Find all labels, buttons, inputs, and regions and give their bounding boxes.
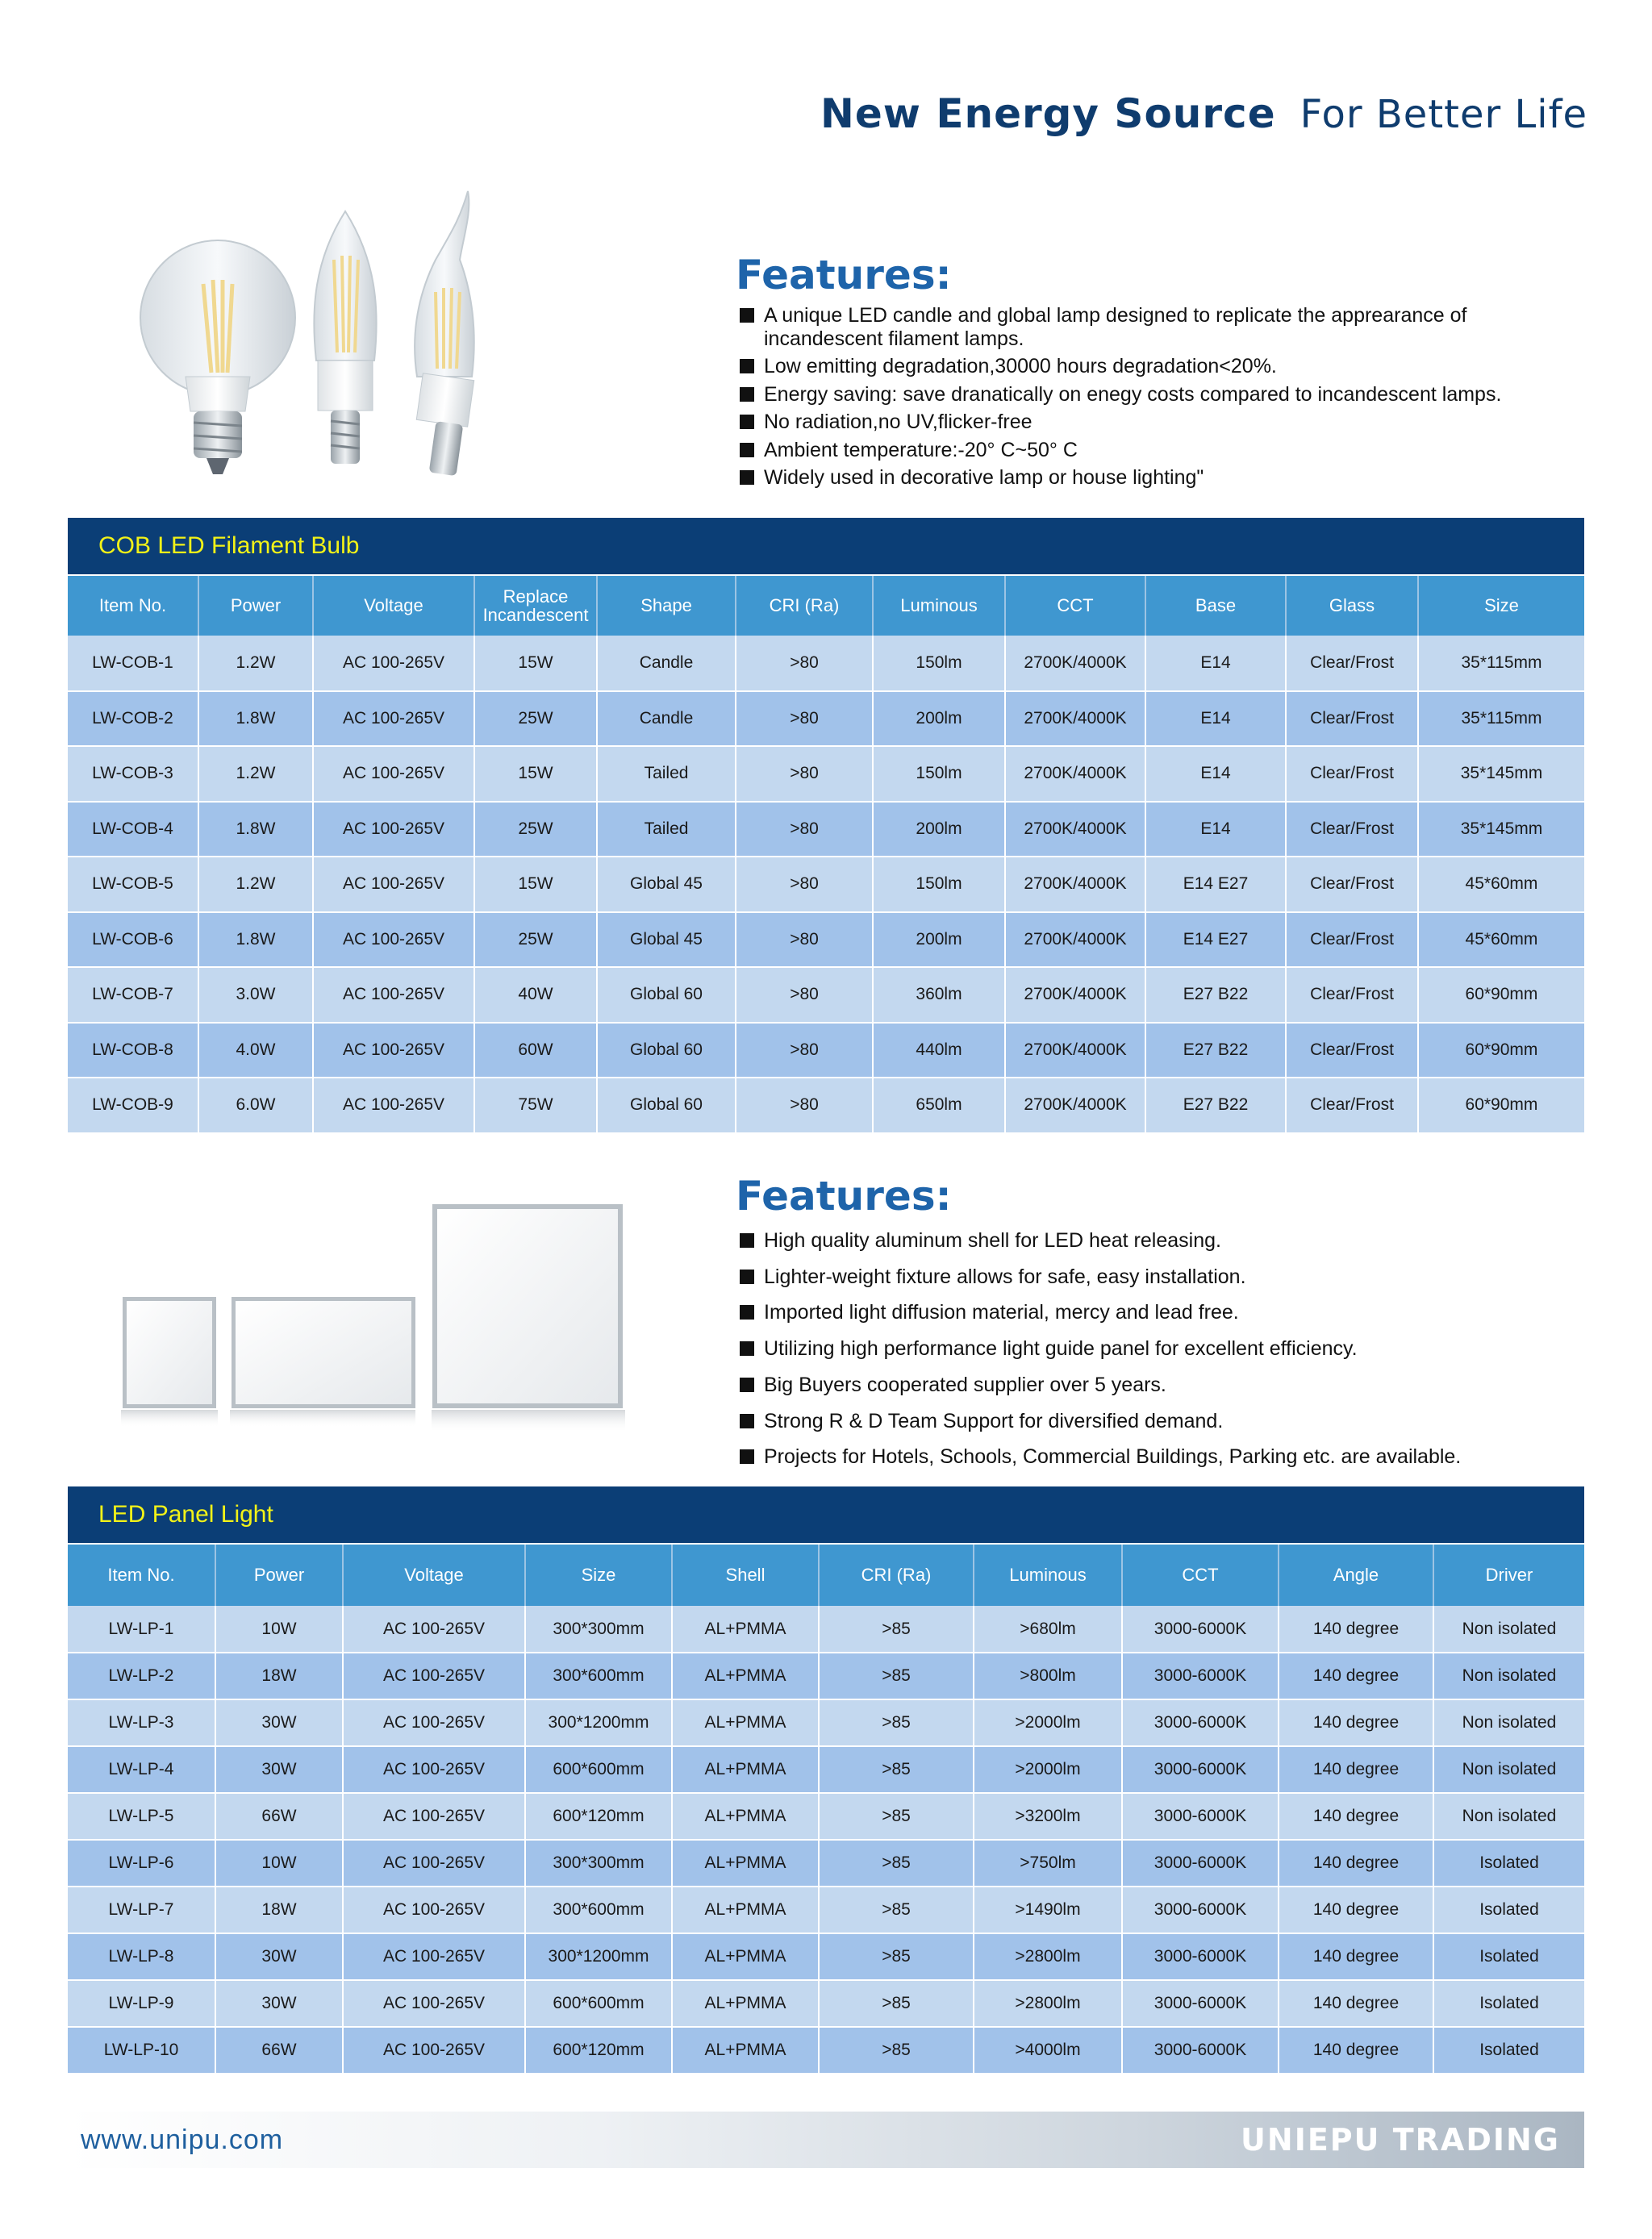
col-header: Angle — [1279, 1545, 1433, 1606]
table-cell: LW-LP-3 — [68, 1699, 215, 1746]
table-cell: AL+PMMA — [672, 1980, 819, 2027]
table-cell: AC 100-265V — [343, 1606, 525, 1653]
table-cell: 140 degree — [1279, 1840, 1433, 1887]
feature-item: No radiation,no UV,flicker-free — [736, 408, 1591, 436]
table-cell: 300*300mm — [525, 1606, 672, 1653]
table-cell: 60*90mm — [1418, 1023, 1584, 1078]
table-cell: LW-LP-8 — [68, 1933, 215, 1980]
col-header: Voltage — [343, 1545, 525, 1606]
table-cell: Global 60 — [597, 1078, 736, 1133]
table-cell: 2700K/4000K — [1005, 691, 1145, 747]
table-cell: LW-COB-7 — [68, 967, 198, 1023]
table-cell: AL+PMMA — [672, 1887, 819, 1933]
table-cell: LW-LP-6 — [68, 1840, 215, 1887]
table-cell: 45*60mm — [1418, 912, 1584, 968]
table-cell: 360lm — [873, 967, 1005, 1023]
table-cell: 2700K/4000K — [1005, 912, 1145, 968]
table-cell: >2800lm — [974, 1980, 1122, 2027]
feature-item: Strong R & D Team Support for diversified demand. — [736, 1403, 1591, 1440]
table-cell: LW-LP-9 — [68, 1980, 215, 2027]
table-cell: Non isolated — [1433, 1793, 1584, 1840]
table-cell: LW-COB-4 — [68, 802, 198, 857]
col-header: CCT — [1122, 1545, 1279, 1606]
cob-features — [736, 252, 1591, 492]
table-cell: 200lm — [873, 691, 1005, 747]
table-cell: 15W — [474, 746, 597, 802]
col-header: Replace Incandescent — [474, 576, 597, 636]
table-cell: >85 — [819, 1887, 974, 1933]
panel-features — [736, 1173, 1591, 1475]
table-cell: 60*90mm — [1418, 1078, 1584, 1133]
table-cell: 3000-6000K — [1122, 1653, 1279, 1699]
table-cell: 66W — [215, 2027, 343, 2074]
table-cell: 35*145mm — [1418, 746, 1584, 802]
page-tagline — [820, 90, 1587, 137]
table-cell: >80 — [736, 691, 873, 747]
table-cell: Global 60 — [597, 1023, 736, 1078]
table-cell: Isolated — [1433, 1840, 1584, 1887]
col-header: Luminous — [974, 1545, 1122, 1606]
table-cell: Non isolated — [1433, 1653, 1584, 1699]
table-cell: 30W — [215, 1933, 343, 1980]
table-cell: AC 100-265V — [343, 1793, 525, 1840]
table-cell: Clear/Frost — [1286, 967, 1418, 1023]
table-cell: 300*1200mm — [525, 1933, 672, 1980]
table-cell: AL+PMMA — [672, 2027, 819, 2074]
table-cell: >80 — [736, 912, 873, 968]
table-row — [68, 1793, 1584, 1840]
table-cell: LW-LP-5 — [68, 1793, 215, 1840]
table-cell: 60W — [474, 1023, 597, 1078]
table-cell: 3000-6000K — [1122, 1746, 1279, 1793]
feature-item: Imported light diffusion material, mercy and lead free. — [736, 1295, 1591, 1331]
table-cell: AC 100-265V — [313, 912, 474, 968]
table-row — [68, 1980, 1584, 2027]
table-cell: AC 100-265V — [343, 1840, 525, 1887]
table-cell: 10W — [215, 1606, 343, 1653]
table-row — [68, 857, 1584, 912]
table-cell: AL+PMMA — [672, 1653, 819, 1699]
table-cell: >80 — [736, 1078, 873, 1133]
table-cell: 45*60mm — [1418, 857, 1584, 912]
table-cell: Clear/Frost — [1286, 746, 1418, 802]
table-cell: Clear/Frost — [1286, 1078, 1418, 1133]
table-cell: 2700K/4000K — [1005, 802, 1145, 857]
table-cell: 10W — [215, 1840, 343, 1887]
table-row — [68, 2027, 1584, 2074]
feature-item: Widely used in decorative lamp or house lighting" — [736, 464, 1591, 492]
table-row — [68, 967, 1584, 1023]
table-cell: 3000-6000K — [1122, 1887, 1279, 1933]
table-row — [68, 1653, 1584, 1699]
table-cell: 4.0W — [198, 1023, 313, 1078]
feature-item: Big Buyers cooperated supplier over 5 years. — [736, 1367, 1591, 1403]
table-cell: 75W — [474, 1078, 597, 1133]
col-header: Base — [1145, 576, 1286, 636]
table-cell: >80 — [736, 802, 873, 857]
table-cell: 300*600mm — [525, 1887, 672, 1933]
cob-header-row — [68, 576, 1584, 636]
table-cell: AC 100-265V — [343, 1653, 525, 1699]
table-cell: 3000-6000K — [1122, 1980, 1279, 2027]
table-cell: 150lm — [873, 857, 1005, 912]
table-cell: >85 — [819, 1980, 974, 2027]
table-cell: LW-COB-6 — [68, 912, 198, 968]
panel-table-body — [68, 1606, 1584, 2074]
table-cell: >85 — [819, 1933, 974, 1980]
table-cell: Isolated — [1433, 1933, 1584, 1980]
table-cell: Non isolated — [1433, 1746, 1584, 1793]
panel-header-row — [68, 1545, 1584, 1606]
table-cell: LW-COB-9 — [68, 1078, 198, 1133]
table-row — [68, 912, 1584, 968]
table-cell: LW-LP-4 — [68, 1746, 215, 1793]
table-cell: E27 B22 — [1145, 1023, 1286, 1078]
col-header: Power — [198, 576, 313, 636]
table-cell: LW-COB-2 — [68, 691, 198, 747]
table-cell: AL+PMMA — [672, 1746, 819, 1793]
table-cell: Tailed — [597, 746, 736, 802]
table-cell: AC 100-265V — [313, 857, 474, 912]
table-cell: LW-LP-1 — [68, 1606, 215, 1653]
table-cell: 140 degree — [1279, 1606, 1433, 1653]
col-header: CRI (Ra) — [736, 576, 873, 636]
feature-item: Utilizing high performance light guide panel for excellent efficiency. — [736, 1331, 1591, 1367]
table-cell: Isolated — [1433, 2027, 1584, 2074]
table-cell: 3000-6000K — [1122, 1606, 1279, 1653]
table-cell: 18W — [215, 1653, 343, 1699]
table-cell: Clear/Frost — [1286, 912, 1418, 968]
table-cell: >80 — [736, 967, 873, 1023]
table-cell: 300*300mm — [525, 1840, 672, 1887]
col-header: Size — [525, 1545, 672, 1606]
table-cell: Non isolated — [1433, 1699, 1584, 1746]
tagline-strong: New Energy Source — [820, 90, 1276, 137]
table-cell: >85 — [819, 1746, 974, 1793]
table-cell: 25W — [474, 691, 597, 747]
table-cell: AC 100-265V — [343, 1699, 525, 1746]
table-cell: 200lm — [873, 802, 1005, 857]
table-cell: AL+PMMA — [672, 1840, 819, 1887]
table-cell: E14 — [1145, 746, 1286, 802]
col-header: Item No. — [68, 1545, 215, 1606]
table-cell: Clear/Frost — [1286, 857, 1418, 912]
table-cell: 40W — [474, 967, 597, 1023]
table-cell: 2700K/4000K — [1005, 1078, 1145, 1133]
table-cell: LW-COB-8 — [68, 1023, 198, 1078]
table-cell: LW-COB-1 — [68, 636, 198, 691]
col-header: Shell — [672, 1545, 819, 1606]
table-cell: >85 — [819, 1699, 974, 1746]
table-cell: 3000-6000K — [1122, 1699, 1279, 1746]
table-cell: 35*115mm — [1418, 691, 1584, 747]
feature-item: incandescent filament lamps. — [764, 327, 1024, 350]
table-cell: >80 — [736, 636, 873, 691]
table-row — [68, 1887, 1584, 1933]
table-cell: >3200lm — [974, 1793, 1122, 1840]
feature-item: Projects for Hotels, Schools, Commercial Buildings, Parking etc. are available. — [736, 1439, 1591, 1475]
cob-features-list — [736, 302, 1591, 492]
table-cell: 140 degree — [1279, 1793, 1433, 1840]
table-cell: >1490lm — [974, 1887, 1122, 1933]
table-cell: 140 degree — [1279, 1653, 1433, 1699]
feature-item: Low emitting degradation,30000 hours degradation<20%. — [736, 352, 1591, 381]
table-cell: 440lm — [873, 1023, 1005, 1078]
table-cell: E14 E27 — [1145, 857, 1286, 912]
table-cell: AC 100-265V — [313, 1078, 474, 1133]
table-cell: 300*1200mm — [525, 1699, 672, 1746]
table-cell: 15W — [474, 857, 597, 912]
table-cell: 2700K/4000K — [1005, 636, 1145, 691]
table-cell: AC 100-265V — [313, 636, 474, 691]
page-footer — [68, 2112, 1584, 2168]
table-cell: 1.8W — [198, 802, 313, 857]
col-header: Size — [1418, 576, 1584, 636]
col-header: Glass — [1286, 576, 1418, 636]
table-cell: >2800lm — [974, 1933, 1122, 1980]
table-cell: >4000lm — [974, 2027, 1122, 2074]
cob-features-heading: Features: — [736, 252, 952, 298]
website-link[interactable]: www.unipu.com — [81, 2124, 284, 2155]
col-header: Luminous — [873, 576, 1005, 636]
table-cell: 66W — [215, 1793, 343, 1840]
table-cell: >80 — [736, 857, 873, 912]
table-cell: AC 100-265V — [343, 1980, 525, 2027]
table-cell: 30W — [215, 1980, 343, 2027]
table-cell: E14 — [1145, 802, 1286, 857]
col-header: CRI (Ra) — [819, 1545, 974, 1606]
table-cell: E27 B22 — [1145, 967, 1286, 1023]
table-row — [68, 1840, 1584, 1887]
table-cell: 140 degree — [1279, 1933, 1433, 1980]
table-cell: LW-LP-2 — [68, 1653, 215, 1699]
table-cell: 200lm — [873, 912, 1005, 968]
table-row — [68, 1699, 1584, 1746]
table-cell: LW-LP-10 — [68, 2027, 215, 2074]
table-cell: 15W — [474, 636, 597, 691]
table-cell: 30W — [215, 1699, 343, 1746]
table-cell: 140 degree — [1279, 1980, 1433, 2027]
table-cell: 2700K/4000K — [1005, 857, 1145, 912]
table-cell: 1.2W — [198, 636, 313, 691]
panel-lights-photo — [113, 1192, 637, 1444]
table-cell: LW-COB-5 — [68, 857, 198, 912]
table-row — [68, 746, 1584, 802]
table-cell: Clear/Frost — [1286, 691, 1418, 747]
table-cell: AL+PMMA — [672, 1933, 819, 1980]
table-cell: 2700K/4000K — [1005, 967, 1145, 1023]
table-cell: 600*600mm — [525, 1980, 672, 2027]
col-header: Driver — [1433, 1545, 1584, 1606]
feature-item: Ambient temperature:-20° C~50° C — [736, 436, 1591, 465]
table-cell: >2000lm — [974, 1746, 1122, 1793]
table-cell: Candle — [597, 636, 736, 691]
table-cell: 600*120mm — [525, 1793, 672, 1840]
table-row — [68, 1023, 1584, 1078]
table-cell: 3000-6000K — [1122, 1840, 1279, 1887]
table-cell: >80 — [736, 746, 873, 802]
table-cell: AL+PMMA — [672, 1699, 819, 1746]
table-cell: AC 100-265V — [313, 746, 474, 802]
table-cell: Isolated — [1433, 1887, 1584, 1933]
cob-section-title: COB LED Filament Bulb — [68, 518, 1584, 574]
panel-spec-table — [68, 1545, 1584, 2074]
table-cell: 30W — [215, 1746, 343, 1793]
table-cell: AL+PMMA — [672, 1606, 819, 1653]
table-cell: >800lm — [974, 1653, 1122, 1699]
feature-item: Energy saving: save dranatically on enegy costs compared to incandescent lamps. — [736, 381, 1591, 409]
table-cell: LW-LP-7 — [68, 1887, 215, 1933]
table-cell: AC 100-265V — [313, 1023, 474, 1078]
table-cell: E27 B22 — [1145, 1078, 1286, 1133]
table-cell: Global 60 — [597, 967, 736, 1023]
table-cell: 600*600mm — [525, 1746, 672, 1793]
feature-item: A unique LED candle and global lamp designed to replicate the apprearance of — [736, 302, 1591, 330]
table-cell: 150lm — [873, 636, 1005, 691]
table-cell: >85 — [819, 1840, 974, 1887]
table-cell: AC 100-265V — [313, 691, 474, 747]
table-cell: Tailed — [597, 802, 736, 857]
table-cell: 18W — [215, 1887, 343, 1933]
table-cell: 25W — [474, 912, 597, 968]
table-row — [68, 1933, 1584, 1980]
table-cell: 25W — [474, 802, 597, 857]
table-cell: 60*90mm — [1418, 967, 1584, 1023]
table-cell: AC 100-265V — [343, 1746, 525, 1793]
table-cell: Clear/Frost — [1286, 636, 1418, 691]
table-cell: >80 — [736, 1023, 873, 1078]
table-cell: 140 degree — [1279, 1699, 1433, 1746]
table-cell: E14 — [1145, 691, 1286, 747]
table-cell: Global 45 — [597, 857, 736, 912]
cob-spec-table — [68, 576, 1584, 1134]
table-cell: 1.2W — [198, 857, 313, 912]
table-cell: 600*120mm — [525, 2027, 672, 2074]
table-row — [68, 636, 1584, 691]
table-row — [68, 1746, 1584, 1793]
table-cell: 35*115mm — [1418, 636, 1584, 691]
table-cell: 3000-6000K — [1122, 2027, 1279, 2074]
table-cell: >2000lm — [974, 1699, 1122, 1746]
col-header: Shape — [597, 576, 736, 636]
filament-bulbs-photo — [129, 187, 589, 510]
feature-item: High quality aluminum shell for LED heat releasing. — [736, 1223, 1591, 1259]
table-row — [68, 802, 1584, 857]
table-cell: >85 — [819, 1606, 974, 1653]
brand-name: UNIEPU TRADING — [1241, 2122, 1560, 2158]
table-cell: >85 — [819, 1793, 974, 1840]
table-cell: 140 degree — [1279, 2027, 1433, 2074]
table-cell: LW-COB-3 — [68, 746, 198, 802]
table-cell: 3000-6000K — [1122, 1933, 1279, 1980]
table-cell: Clear/Frost — [1286, 802, 1418, 857]
table-cell: 150lm — [873, 746, 1005, 802]
table-cell: 6.0W — [198, 1078, 313, 1133]
table-cell: Clear/Frost — [1286, 1023, 1418, 1078]
table-cell: 300*600mm — [525, 1653, 672, 1699]
table-cell: >750lm — [974, 1840, 1122, 1887]
table-cell: >85 — [819, 1653, 974, 1699]
table-cell: >680lm — [974, 1606, 1122, 1653]
table-cell: AC 100-265V — [313, 802, 474, 857]
table-row — [68, 1078, 1584, 1133]
table-cell: E14 — [1145, 636, 1286, 691]
table-cell: 1.2W — [198, 746, 313, 802]
col-header: Item No. — [68, 576, 198, 636]
table-row — [68, 1606, 1584, 1653]
table-cell: >85 — [819, 2027, 974, 2074]
table-cell: 3.0W — [198, 967, 313, 1023]
col-header: Voltage — [313, 576, 474, 636]
table-cell: 3000-6000K — [1122, 1793, 1279, 1840]
table-cell: AC 100-265V — [343, 1887, 525, 1933]
table-cell: 1.8W — [198, 691, 313, 747]
col-header: Power — [215, 1545, 343, 1606]
table-cell: E14 E27 — [1145, 912, 1286, 968]
table-cell: Candle — [597, 691, 736, 747]
table-cell: AL+PMMA — [672, 1793, 819, 1840]
table-cell: 2700K/4000K — [1005, 1023, 1145, 1078]
table-cell: Global 45 — [597, 912, 736, 968]
table-cell: 1.8W — [198, 912, 313, 968]
panel-section-title: LED Panel Light — [68, 1486, 1584, 1543]
table-cell: AC 100-265V — [343, 2027, 525, 2074]
table-cell: Non isolated — [1433, 1606, 1584, 1653]
table-cell: 140 degree — [1279, 1887, 1433, 1933]
feature-item: Lighter-weight fixture allows for safe, easy installation. — [736, 1259, 1591, 1295]
table-cell: 2700K/4000K — [1005, 746, 1145, 802]
panel-features-list — [736, 1223, 1591, 1475]
table-row — [68, 691, 1584, 747]
panel-features-heading: Features: — [736, 1173, 952, 1220]
cob-table-body — [68, 636, 1584, 1133]
table-cell: 35*145mm — [1418, 802, 1584, 857]
tagline-light: For Better Life — [1299, 92, 1587, 137]
table-cell: AC 100-265V — [313, 967, 474, 1023]
col-header: CCT — [1005, 576, 1145, 636]
table-cell: 140 degree — [1279, 1746, 1433, 1793]
table-cell: 650lm — [873, 1078, 1005, 1133]
table-cell: Isolated — [1433, 1980, 1584, 2027]
table-cell: AC 100-265V — [343, 1933, 525, 1980]
